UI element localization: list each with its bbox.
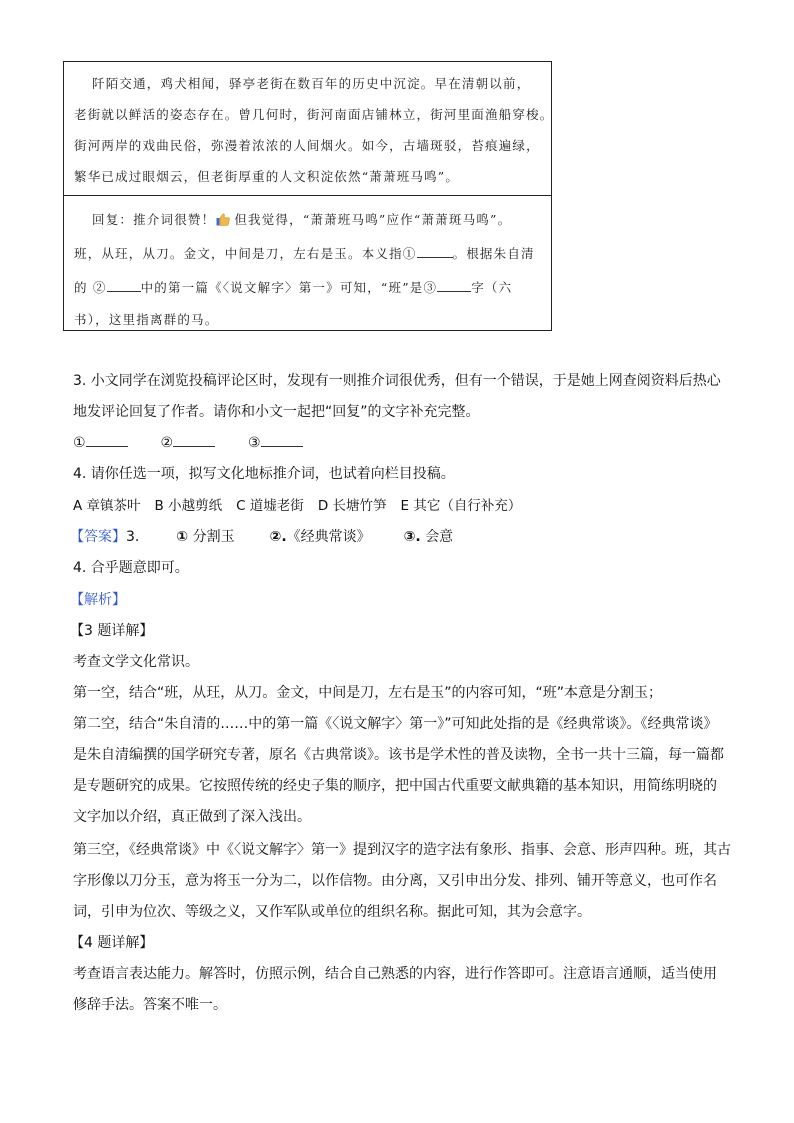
analysis-line: 修辞手法。答案不唯一。: [73, 997, 227, 1013]
analysis-line: 第三空，《经典常谈》中《〈说文解字〉第一》提到汉字的造字法有象形、指事、会意、形声四种。班，其古: [73, 842, 731, 858]
answer-q4: 4. 合乎题意即可。: [73, 560, 189, 576]
reply-text: 。根据朱自清: [452, 246, 535, 261]
blank-mark: ①: [73, 435, 86, 451]
q3-line: 3. 小文同学在浏览投稿评论区时，发现有一则推介词很优秀，但有一个错误，于是她上网查阅资料后热心: [73, 373, 721, 389]
analysis-line: 词，引申为位次、等级之义，又作军队或单位的组织名称。据此可知，其为会意字。: [73, 904, 591, 920]
answer-blank[interactable]: [173, 434, 215, 447]
analysis-line: 考查语言表达能力。解答时，仿照示例，结合自己熟悉的内容，进行作答即可。注意语言通顺，适当使用: [73, 966, 717, 982]
q3-blanks: [73, 434, 303, 452]
analysis-line: 字形像以刀分玉，意为将玉一分为二，以作信物。由分离，又引申出分发、排列、铺开等意义，也可作名: [73, 873, 717, 889]
analysis-line: 文字加以介绍，真正做到了深入浅出。: [73, 809, 311, 825]
passage-line: 街河两岸的戏曲民俗，弥漫着浓浓的人间烟火。如今，古墙斑驳，苔痕遍绿，: [74, 138, 540, 153]
analysis-line: 考查文学文化常识。: [73, 654, 199, 670]
option-c: C 道墟老街: [236, 498, 304, 514]
reply-text: 班，从玨，从刀。金文，中间是刀，左右是玉。本义指①: [74, 246, 417, 261]
analysis-line: 是朱自清编撰的国学研究专著，原名《古典常谈》。该书是学术性的普及读物，全书一共十三篇，每一篇都: [73, 747, 724, 763]
analysis-line: 第二空，结合“朱自清的……中的第一篇《〈说文解字〉第一》”可知此处指的是《经典常谈》。《经典常谈》: [73, 716, 718, 732]
passage-line: 繁华已成过眼烟云，但老街厚重的人文积淀依然“萧萧班马鸣”。: [74, 169, 460, 184]
passage-line: 老街就以鲜活的姿态存在。曾几何时，街河南面店铺林立，街河里面渔船穿梭。: [74, 107, 554, 122]
option-d: D 长塘竹笋: [317, 498, 387, 514]
analysis-label: 【解析】: [70, 592, 126, 608]
blank-mark: ②: [160, 435, 174, 451]
answer-mark: ②.: [269, 529, 287, 545]
blank-2[interactable]: [107, 280, 141, 292]
answer-line: [70, 528, 453, 546]
blank-1[interactable]: [417, 246, 453, 258]
answer-2: 《经典常谈》: [286, 529, 371, 545]
answer-1: 分割玉: [192, 529, 235, 545]
reply-text: 字（六: [471, 280, 513, 295]
detail-4-title: 【4 题详解】: [70, 935, 154, 951]
detail-3-title: 【3 题详解】: [70, 623, 154, 639]
reply-text: 的 ②: [74, 280, 107, 295]
reply-line-1: [92, 210, 511, 228]
answer-3: 会意: [425, 529, 454, 545]
reply-line-4: 书），这里指离群的马。: [74, 312, 219, 327]
option-b: B 小越剪纸: [154, 498, 223, 514]
thumbs-up-icon: [216, 213, 230, 226]
passage-line: 阡陌交通，鸡犬相闻，驿亭老街在数百年的历史中沉淀。早在清朝以前，: [92, 76, 531, 91]
answer-mark: ③.: [403, 529, 421, 545]
q4-options: [73, 497, 521, 515]
option-e: E 其它（自行补充）: [400, 498, 522, 514]
passage-section: [64, 62, 554, 196]
answer-blank[interactable]: [261, 434, 303, 447]
answer-mark: ①: [176, 529, 189, 545]
reply-text: 回复：推介词很赞！: [92, 212, 216, 227]
analysis-line: 是专题研究的成果。它按照传统的经史子集的顺序，把中国古代重要文献典籍的基本知识，用简练明晓的: [73, 778, 717, 794]
reply-text: 中的第一篇《〈说文解字〉第一》可知，“班”是③: [140, 280, 438, 295]
reply-line-3: [74, 278, 512, 296]
q3-line: 地发评论回复了作者。请你和小文一起把“回复”的文字补充完整。: [73, 404, 480, 420]
answer-number: 3.: [126, 529, 140, 545]
reply-line-2: [74, 244, 535, 262]
answer-blank[interactable]: [86, 434, 128, 447]
answer-label: 【答案】: [70, 529, 126, 545]
reply-text: 但我觉得，“萧萧班马鸣”应作“萧萧斑马鸣”。: [234, 212, 512, 227]
analysis-line: 第一空，结合“班，从玨，从刀。金文，中间是刀，左右是玉”的内容可知，“班”本意是分割玉；: [73, 685, 663, 701]
q4-line: 4. 请你任选一项，拟写文化地标推介词，也试着向栏目投稿。: [73, 466, 455, 482]
option-a: A 章镇茶叶: [73, 498, 141, 514]
blank-mark: ③: [247, 435, 261, 451]
reply-section: [64, 196, 551, 330]
quoted-box: [63, 61, 552, 331]
blank-3[interactable]: [437, 280, 471, 292]
